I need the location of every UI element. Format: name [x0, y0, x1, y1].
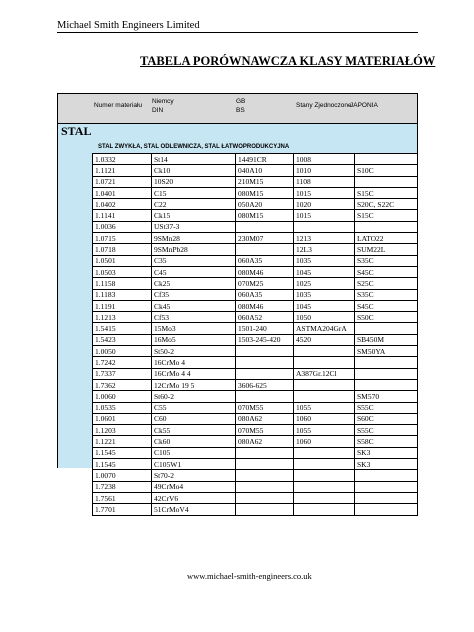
table-row [93, 425, 418, 436]
cell-material-number: 1.0050 [93, 346, 152, 357]
cell-din: USt37-3 [152, 221, 236, 232]
table-row [93, 165, 418, 176]
cell-din: 9SMnPb28 [152, 244, 236, 255]
table-row [93, 312, 418, 323]
cell-bs [236, 221, 294, 232]
cell-japan [355, 368, 418, 379]
table-header [58, 94, 417, 124]
cell-japan: S60C [355, 413, 418, 424]
table-row [93, 244, 418, 255]
cell-bs: 14491CR [236, 154, 294, 165]
cell-din: C60 [152, 413, 236, 424]
cell-japan: S35C [355, 255, 418, 266]
table-row [93, 266, 418, 277]
header-din: DIN [152, 107, 164, 114]
cell-usa: 1035 [294, 289, 355, 300]
cell-material-number: 1.1221 [93, 436, 152, 447]
cell-usa: 1060 [294, 413, 355, 424]
table-row [93, 391, 418, 402]
cell-material-number: 1.0070 [93, 470, 152, 481]
subsection-title: STAL ZWYKŁA, STAL ODLEWNICZA, STAL ŁATWOPRODUKCYJNA [98, 144, 290, 150]
cell-material-number: 1.7561 [93, 492, 152, 503]
cell-din: C105W1 [152, 459, 236, 470]
table-row [93, 289, 418, 300]
cell-bs [236, 346, 294, 357]
cell-bs: 080M15 [236, 187, 294, 198]
cell-bs [236, 357, 294, 368]
cell-usa: 1015 [294, 210, 355, 221]
table-row [93, 323, 418, 334]
cell-usa: 1025 [294, 278, 355, 289]
cell-japan [355, 504, 418, 515]
cell-din: Ck25 [152, 278, 236, 289]
cell-usa: 12L3 [294, 244, 355, 255]
cell-bs: 060A35 [236, 255, 294, 266]
cell-material-number: 1.0036 [93, 221, 152, 232]
table-row [93, 221, 418, 232]
cell-din: 16Mo5 [152, 334, 236, 345]
company-underline [57, 32, 418, 33]
header-gb: GB [236, 98, 246, 105]
cell-usa: 1008 [294, 154, 355, 165]
cell-material-number: 1.7337 [93, 368, 152, 379]
cell-bs: 060A52 [236, 312, 294, 323]
table-row [93, 255, 418, 266]
cell-usa: 1213 [294, 233, 355, 244]
cell-usa [294, 447, 355, 458]
cell-japan: SM570 [355, 391, 418, 402]
cell-material-number: 1.1141 [93, 210, 152, 221]
cell-japan: S58C [355, 436, 418, 447]
cell-usa: 1045 [294, 300, 355, 311]
cell-japan: S10C [355, 165, 418, 176]
cell-usa [294, 470, 355, 481]
cell-bs: 1501-240 [236, 323, 294, 334]
cell-material-number: 1.7238 [93, 481, 152, 492]
table-row [93, 233, 418, 244]
header-usa: Stany Zjednoczone [296, 102, 352, 109]
cell-din: C22 [152, 199, 236, 210]
cell-japan [355, 481, 418, 492]
cell-japan [355, 176, 418, 187]
cell-din: C105 [152, 447, 236, 458]
cell-japan [355, 379, 418, 390]
cell-din: 15Mo3 [152, 323, 236, 334]
table-row [93, 199, 418, 210]
cell-material-number: 1.0718 [93, 244, 152, 255]
cell-material-number: 1.1545 [93, 459, 152, 470]
cell-japan: S45C [355, 266, 418, 277]
cell-usa: 1108 [294, 176, 355, 187]
cell-japan: SK3 [355, 447, 418, 458]
cell-din: C45 [152, 266, 236, 277]
table-row [93, 368, 418, 379]
cell-material-number: 1.5423 [93, 334, 152, 345]
website-footer: www.michael-smith-engineers.co.uk [187, 571, 312, 581]
cell-din: 12CrMo 19 5 [152, 379, 236, 390]
cell-bs [236, 368, 294, 379]
table-row [93, 154, 418, 165]
table-row [93, 459, 418, 470]
cell-material-number: 1.0715 [93, 233, 152, 244]
cell-japan: SB450M [355, 334, 418, 345]
cell-bs [236, 470, 294, 481]
cell-material-number: 1.1213 [93, 312, 152, 323]
cell-din: St60-2 [152, 391, 236, 402]
table-row [93, 436, 418, 447]
cell-material-number: 1.1121 [93, 165, 152, 176]
cell-usa: 1055 [294, 425, 355, 436]
cell-usa: 1050 [294, 312, 355, 323]
cell-din: 42CrV6 [152, 492, 236, 503]
cell-usa: 1060 [294, 436, 355, 447]
cell-material-number: 1.0721 [93, 176, 152, 187]
cell-din: Ck60 [152, 436, 236, 447]
table-row [93, 278, 418, 289]
cell-material-number: 1.5415 [93, 323, 152, 334]
cell-japan: S20C, S22C [355, 199, 418, 210]
table-row [93, 210, 418, 221]
table-row [93, 492, 418, 503]
cell-usa: 1055 [294, 402, 355, 413]
table-row [93, 300, 418, 311]
cell-din: 9SMn28 [152, 233, 236, 244]
table-row [93, 413, 418, 424]
cell-material-number: 1.1158 [93, 278, 152, 289]
cell-usa: 4520 [294, 334, 355, 345]
cell-japan [355, 323, 418, 334]
cell-usa [294, 379, 355, 390]
cell-din: St14 [152, 154, 236, 165]
cell-bs: 080M46 [236, 266, 294, 277]
cell-japan: LATO22 [355, 233, 418, 244]
cell-usa [294, 492, 355, 503]
cell-din: 49CrMo4 [152, 481, 236, 492]
cell-bs: 080M15 [236, 210, 294, 221]
table-row [93, 402, 418, 413]
comparison-sheet [57, 93, 418, 514]
table-row [93, 187, 418, 198]
cell-bs: 3606-625 [236, 379, 294, 390]
cell-usa: 1035 [294, 255, 355, 266]
cell-din: Cf35 [152, 289, 236, 300]
table-row [93, 176, 418, 187]
cell-din: 16CrMo 4 4 [152, 368, 236, 379]
table-row [93, 379, 418, 390]
table-row [93, 504, 418, 515]
cell-din: 16CrMo 4 [152, 357, 236, 368]
header-japan: JAPONIA [350, 102, 378, 109]
table-row [93, 481, 418, 492]
cell-japan: SM50YA [355, 346, 418, 357]
materials-table [92, 153, 418, 516]
cell-bs: 080M46 [236, 300, 294, 311]
cell-usa: ASTMA204GrA [294, 323, 355, 334]
cell-japan: SUM22L [355, 244, 418, 255]
cell-bs: 070M25 [236, 278, 294, 289]
cell-usa [294, 221, 355, 232]
cell-japan [355, 221, 418, 232]
cell-japan [355, 357, 418, 368]
cell-japan [355, 492, 418, 503]
cell-japan: S35C [355, 289, 418, 300]
cell-usa [294, 357, 355, 368]
cell-material-number: 1.0402 [93, 199, 152, 210]
cell-din: 10S20 [152, 176, 236, 187]
cell-bs [236, 447, 294, 458]
cell-material-number: 1.1545 [93, 447, 152, 458]
cell-material-number: 1.7242 [93, 357, 152, 368]
cell-din: Cf53 [152, 312, 236, 323]
cell-bs: 070M55 [236, 402, 294, 413]
cell-bs [236, 481, 294, 492]
cell-material-number: 1.1183 [93, 289, 152, 300]
cell-japan: S55C [355, 402, 418, 413]
company-name: Michael Smith Engineers Limited [57, 20, 200, 31]
cell-japan: S25C [355, 278, 418, 289]
cell-usa [294, 504, 355, 515]
cell-usa: 1045 [294, 266, 355, 277]
table-row [93, 447, 418, 458]
cell-japan: SK3 [355, 459, 418, 470]
cell-japan: S45C [355, 300, 418, 311]
cell-din: Ck55 [152, 425, 236, 436]
cell-bs: 210M15 [236, 176, 294, 187]
cell-usa [294, 459, 355, 470]
cell-usa [294, 346, 355, 357]
cell-bs: 080A62 [236, 436, 294, 447]
cell-japan [355, 154, 418, 165]
section-title: STAL [61, 124, 92, 138]
cell-material-number: 1.0401 [93, 187, 152, 198]
cell-din: C35 [152, 255, 236, 266]
cell-usa: A387Gr.12Cl [294, 368, 355, 379]
cell-japan: S15C [355, 210, 418, 221]
cell-japan: S55C [355, 425, 418, 436]
cell-usa: 1020 [294, 199, 355, 210]
cell-bs: 060A35 [236, 289, 294, 300]
cell-material-number: 1.0501 [93, 255, 152, 266]
cell-japan [355, 470, 418, 481]
cell-usa: 1015 [294, 187, 355, 198]
cell-bs: 080A62 [236, 413, 294, 424]
cell-material-number: 1.1203 [93, 425, 152, 436]
cell-usa [294, 481, 355, 492]
cell-din: 51CrMoV4 [152, 504, 236, 515]
table-row [93, 470, 418, 481]
cell-material-number: 1.1191 [93, 300, 152, 311]
cell-din: St70-2 [152, 470, 236, 481]
cell-din: Ck10 [152, 165, 236, 176]
cell-din: St50-2 [152, 346, 236, 357]
cell-usa: 1010 [294, 165, 355, 176]
cell-din: C55 [152, 402, 236, 413]
table-row [93, 357, 418, 368]
header-material-number: Numer materiału [94, 102, 143, 109]
cell-usa [294, 391, 355, 402]
header-bs: BS [236, 107, 245, 114]
cell-material-number: 1.7701 [93, 504, 152, 515]
header-germany: Niemcy [152, 98, 174, 105]
table-row [93, 346, 418, 357]
cell-bs [236, 244, 294, 255]
cell-din: Ck15 [152, 210, 236, 221]
page-title: TABELA PORÓWNAWCZA KLASY MATERIAŁÓW [140, 54, 436, 68]
cell-bs [236, 391, 294, 402]
cell-material-number: 1.0535 [93, 402, 152, 413]
cell-bs: 070M55 [236, 425, 294, 436]
cell-din: C15 [152, 187, 236, 198]
table-row [93, 334, 418, 345]
cell-din: Ck45 [152, 300, 236, 311]
cell-material-number: 1.0060 [93, 391, 152, 402]
cell-material-number: 1.0601 [93, 413, 152, 424]
cell-bs: 050A20 [236, 199, 294, 210]
cell-bs [236, 459, 294, 470]
cell-bs: 230M07 [236, 233, 294, 244]
cell-bs [236, 492, 294, 503]
cell-japan: S50C [355, 312, 418, 323]
cell-material-number: 1.0332 [93, 154, 152, 165]
cell-bs: 1503-245-420 [236, 334, 294, 345]
cell-bs: 040A10 [236, 165, 294, 176]
cell-bs [236, 504, 294, 515]
cell-japan: S15C [355, 187, 418, 198]
cell-material-number: 1.0503 [93, 266, 152, 277]
cell-material-number: 1.7362 [93, 379, 152, 390]
